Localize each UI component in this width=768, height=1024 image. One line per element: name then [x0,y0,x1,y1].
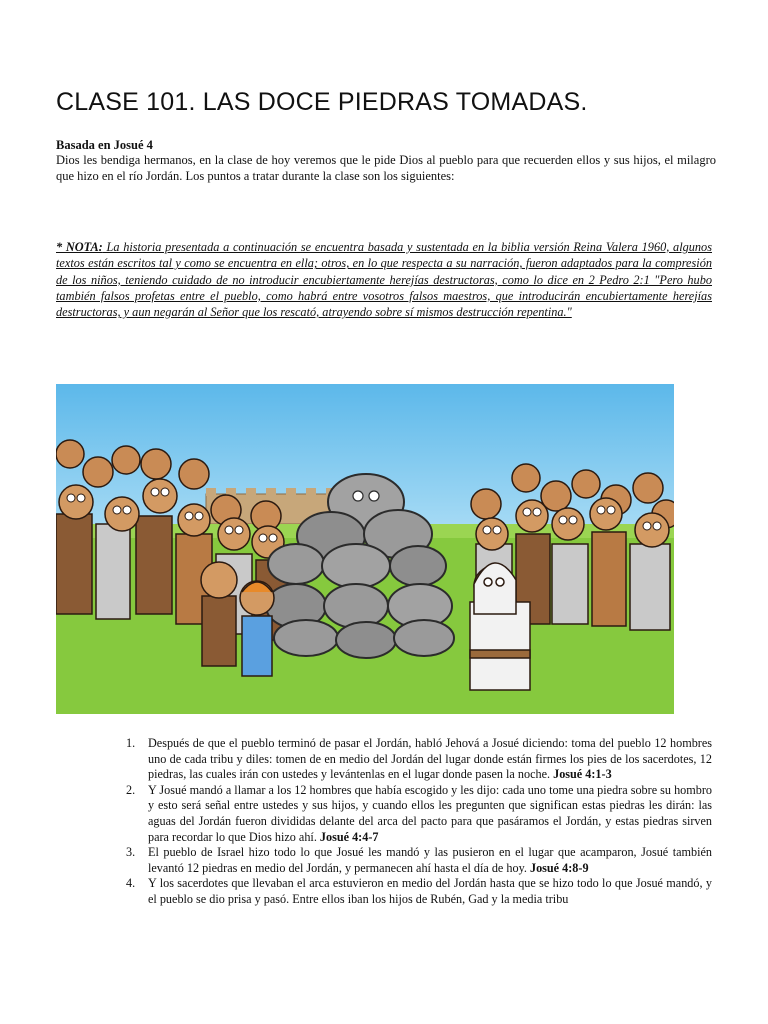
list-item: 1. Después de que el pueblo terminó de pasar el Jordán, habló Jehová a Josué diciendo: toma del pueblo 12 hombres uno de cada tribu y diles: tomen de en medio del Jordán del lugar donde están firmes los pies de los sacerdotes, 12 piedras, las cuales irán con ustedes y levántenlas en el lugar donde pasen la noche. Josué 4:1-3 [126,736,712,782]
note-label: * NOTA: [56,240,103,254]
subtitle: Basada en Josué 4 [56,138,153,152]
list-item: 4. Y los sacerdotes que llevaban el arca estuvieron en medio del Jordán hasta que se hizo todo lo que Josué mandó, y el pueblo se dio prisa y pasó. Entre ellos iban los hijos de Rubén, Gad y la media tribu [126,876,712,906]
intro-paragraph: Dios les bendiga hermanos, en la clase de hoy veremos que le pide Dios al pueblo para que recuerden ellos y sus hijos, el milagro que hizo en el río Jordán. Los puntos a tratar durante la clase son los siguientes: [56,153,716,183]
page-title: CLASE 101. LAS DOCE PIEDRAS TOMADAS. [56,88,588,116]
points-list [126,736,712,908]
note-text: La historia presentada a continuación se encuentra basada y sustentada en la biblia versión Reina Valera 1960, algunos textos están escritos tal y como se encuentra en ella; otros, en lo que respecta a su narración, fueron adaptados para la compresión de los niños, teniendo cuidado de no introducir encubiertamente herejías destructoras, como lo dice en 2 Pedro 2:1 "Pero hubo también falsos profetas entre el pueblo, como habrá entre vosotros falsos maestros, que introducirán encubiertamente herejías destructoras, y aun negarán al Señor que los rescató, atrayendo sobre sí mismos destrucción repentina." [56,240,712,320]
list-item: 2. Y Josué mandó a llamar a los 12 hombres que había escogido y les dijo: cada uno tome una piedra sobre su hombro y esto será señal entre ustedes y sus hijos, y cuando ellos les pregunten que significan estas piedras les dirán: las aguas del Jordán fueron divididas delante del arca del pacto para que pasáramos el Jordán, y estas piedras sirven para recordar lo que Dios hizo ahí. Josué 4:4-7 [126,782,712,844]
list-item: 3. El pueblo de Israel hizo todo lo que Josué les mandó y las pusieron en el lugar que acamparon, Josué también levantó 12 piedras en medio del Jordán, y permanecen ahí hasta el día de hoy. Josué 4:8-9 [126,845,712,875]
twelve-stones-illustration [56,384,674,714]
note-paragraph [56,239,712,320]
